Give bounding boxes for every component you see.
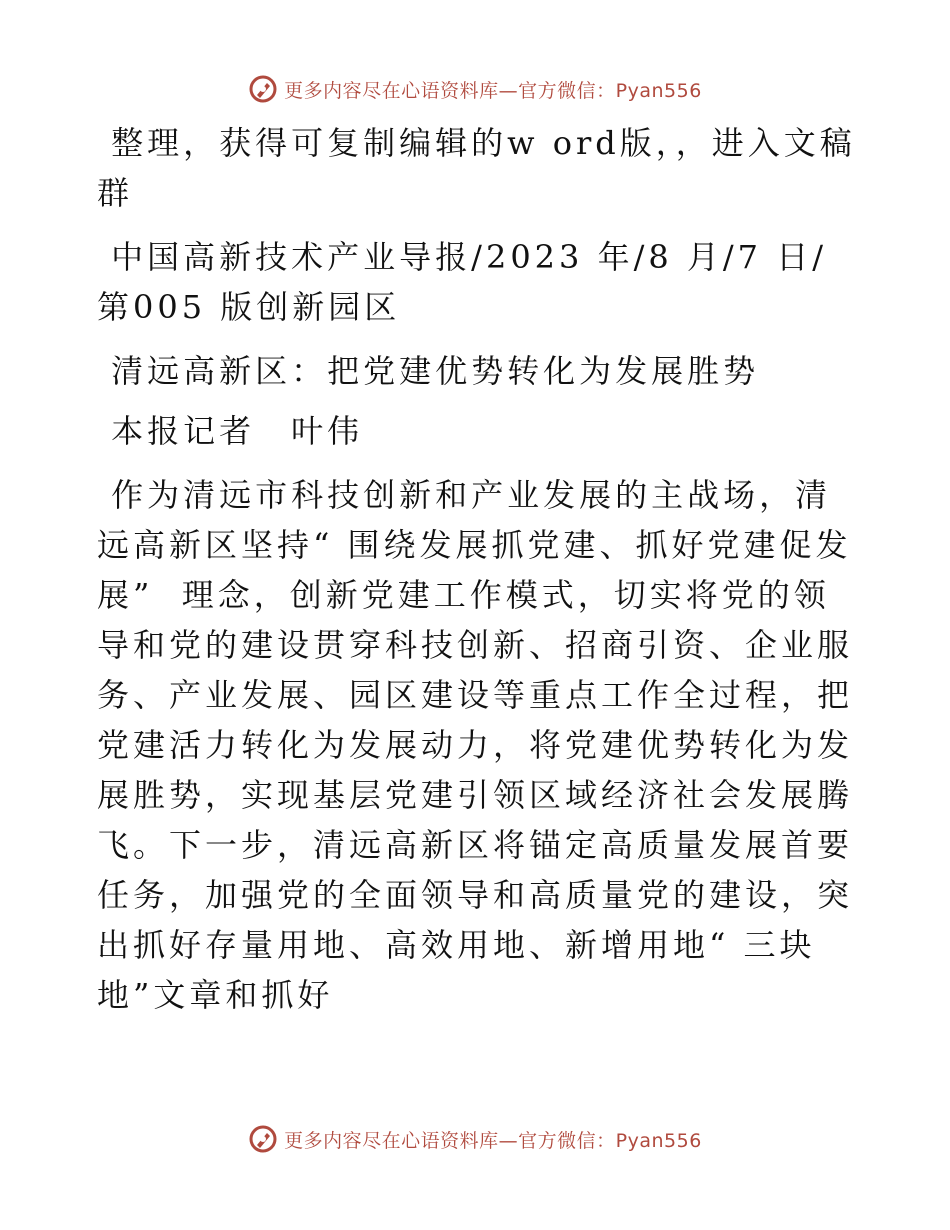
paragraph-intro: 整理，获得可复制编辑的w ord版，，进入文稿群 [97,124,856,212]
pen-seal-logo-icon [248,1124,278,1154]
paragraph-body: 作为清远市科技创新和产业发展的主战场，清远高新区坚持“ 围绕发展抓党建、抓好党建促发展” 理念，创新党建工作模式，切实将党的领导和党的建设贯穿科技创新、招商引资、企业服务、产业发展、园区建设等重点工作全过程，把党建活力转化为发展动力，将党建优势转化为发展胜势，实现基层党建引领区域经济社会发展腾飞。下一步，清远高新区将锚定高质量发展首要任务，加强党的全面领导和高质量党的建设，突出抓好存量用地、高效用地、新增用地“ 三块地”文章和抓好 [97,476,854,1014]
pen-seal-logo-icon [248,74,278,104]
document-body [97,118,857,1020]
watermark-text: 更多内容尽在心语资料库—官方微信：Pyan556 [284,1129,702,1152]
article-byline: 本报记者 叶伟 [97,412,364,450]
article-title: 清远高新区：把党建优势转化为发展胜势 [97,352,760,390]
paragraph-source: 中国高新技术产业导报/2023 年/8 月/7 日/第005 版创新园区 [97,238,827,326]
watermark-text: 更多内容尽在心语资料库—官方微信：Pyan556 [284,79,702,102]
watermark-footer [0,1122,950,1156]
watermark-header [0,72,950,106]
